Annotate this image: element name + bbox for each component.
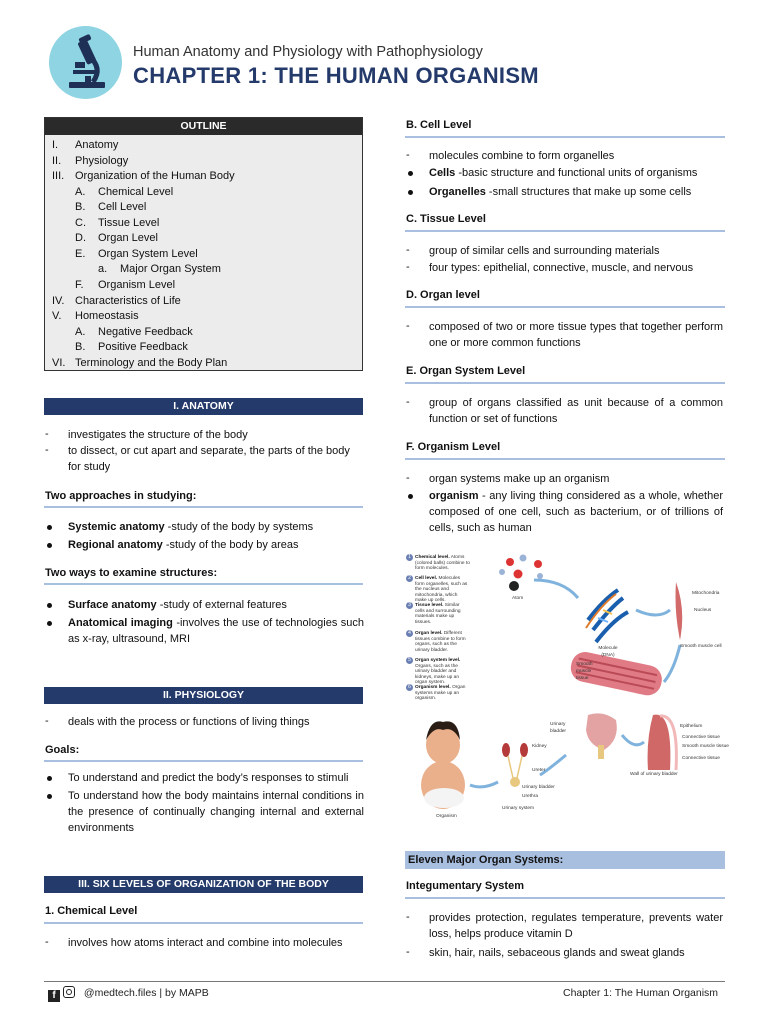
organ-systems-bar: Eleven Major Organ Systems: — [405, 851, 725, 869]
dash-marker: - — [45, 715, 49, 727]
caption-urinary-bladder-2: Urinary bladder — [522, 785, 555, 790]
dash-marker: - — [45, 936, 49, 948]
outline-item-number: V. — [52, 310, 62, 322]
tissue-level-line-2: four types: epithelial, connective, muscle, and nervous — [429, 262, 694, 274]
outline-item-number: B. — [75, 201, 86, 213]
dash-marker: - — [406, 396, 410, 408]
dash-marker: - — [406, 149, 410, 161]
caption-wall-of-bladder: Wall of urinary bladder — [630, 772, 678, 777]
outline-item-label: Anatomy — [75, 139, 119, 151]
dash-marker: - — [406, 320, 410, 332]
anatomy-line-1: investigates the structure of the body — [68, 429, 248, 441]
caption-smooth-muscle-cell: Smooth muscle cell — [680, 644, 722, 649]
organism-level-line: organ systems make up an organism — [429, 473, 610, 485]
caption-ureter: Ureter — [532, 768, 546, 773]
integumentary-heading: Integumentary System — [406, 880, 524, 892]
cells-item: Cells -basic structure and functional units of organisms — [429, 167, 698, 179]
caption-nucleus: Nucleus — [694, 608, 712, 613]
organism-item: organism - any living thing considered as a whole, whether composed of one cell, such as bacterium, or of trillions of cells, such as human — [429, 490, 724, 534]
cell-level-line: molecules combine to form organelles — [429, 150, 615, 162]
footer-chapter: Chapter 1: The Human Organism — [563, 987, 719, 999]
heading-underline — [44, 760, 363, 762]
heading-underline — [44, 922, 363, 924]
bullet — [47, 603, 52, 608]
organ-system-level-heading: E. Organ System Level — [406, 365, 526, 377]
outline-item-label: Organ System Level — [98, 247, 198, 260]
chemical-level-heading: 1. Chemical Level — [45, 905, 138, 917]
organelles-item: Organelles -small structures that make up some cells — [429, 186, 692, 198]
ways-heading: Two ways to examine structures: — [45, 567, 218, 579]
outline-item-label: Organism Level — [98, 279, 176, 291]
dash-marker: - — [406, 244, 410, 256]
step-description: Organism level. Organ systems make up an organism. — [415, 685, 466, 702]
heading-underline — [44, 583, 363, 585]
outline-item-label: Homeostasis — [75, 310, 139, 322]
outline-box — [44, 117, 363, 371]
footer-credit — [48, 986, 209, 1002]
outline-item-label: Organ Level — [98, 232, 158, 244]
organ-system-level-line: group of organs classified as unit because of a common function or set of functions — [429, 397, 723, 425]
heading-underline — [405, 136, 725, 138]
outline-item-number: D. — [75, 232, 86, 244]
caption-urinary-system: Urinary system — [502, 806, 534, 811]
document-subtitle: Human Anatomy and Physiology with Pathophysiology — [133, 44, 483, 60]
footer-divider — [44, 981, 725, 982]
organ-level-line: composed of two or more tissue types that together perform one or more common functions — [429, 321, 723, 349]
outline-item-label: Physiology — [75, 154, 129, 167]
outline-item-label: Major Organ System — [120, 263, 221, 275]
step-number-badge: 4 — [406, 630, 413, 637]
systemic-anatomy-item: Systemic anatomy -study of the body by systems — [68, 521, 314, 533]
outline-item-label: Chemical Level — [98, 185, 174, 198]
bullet — [408, 171, 413, 176]
dash-marker: - — [45, 428, 49, 440]
levels-section-bar: III. SIX LEVELS OF ORGANIZATION OF THE BODY — [44, 876, 363, 893]
step-number-badge: 6 — [406, 684, 413, 691]
outline-item-label: Characteristics of Life — [75, 294, 181, 307]
caption-kidney: Kidney — [532, 744, 547, 749]
bullet — [408, 494, 413, 499]
bullet — [47, 776, 52, 781]
tissue-level-heading: C. Tissue Level — [406, 213, 486, 225]
dash-marker: - — [406, 911, 410, 923]
step-description: Cell level. Molecules form organelles, such as the nucleus and mitochondria, which make up cells. — [415, 576, 468, 604]
outline-item-number: C. — [75, 216, 86, 229]
tissue-level-line-1: group of similar cells and surrounding materials — [429, 245, 660, 257]
anatomy-section-bar: I. ANATOMY — [44, 398, 363, 415]
chemical-level-line: involves how atoms interact and combine into molecules — [68, 937, 343, 949]
heading-underline — [405, 230, 725, 232]
outline-item-number: A. — [75, 185, 86, 198]
step-number-badge: 2 — [406, 575, 413, 582]
integumentary-line-1: provides protection, regulates temperature, prevents water loss, helps produce vitamin D — [429, 912, 723, 940]
outline-item-label: Organization of the Human Body — [75, 170, 235, 182]
outline-item-number: F. — [75, 279, 84, 291]
physiology-line: deals with the process or functions of living things — [68, 716, 310, 728]
heading-underline — [405, 458, 725, 460]
surface-anatomy-item: Surface anatomy -study of external features — [68, 599, 287, 611]
footer-handle: @medtech.files | by MAPB — [83, 987, 209, 999]
caption-mitochondria: Mitochondria — [692, 591, 720, 596]
outline-item-number: A. — [75, 325, 86, 338]
step-description: Tissue level. Similar cells and surrounding materials make up tissues. — [415, 603, 461, 625]
bullet — [47, 543, 52, 548]
caption-connective-tissue-2: Connective tissue — [682, 756, 720, 761]
organism-level-heading: F. Organism Level — [406, 441, 501, 453]
caption-molecule: Molecule (DNA) — [598, 646, 618, 658]
outline-item-number: IV. — [52, 294, 65, 307]
chapter-title: CHAPTER 1: THE HUMAN ORGANISM — [133, 63, 539, 88]
heading-underline — [405, 897, 725, 899]
step-number-badge: 1 — [406, 554, 413, 561]
bullet — [408, 190, 413, 195]
heading-underline — [405, 306, 725, 308]
outline-item-number: a. — [98, 263, 108, 275]
outline-item-label: Tissue Level — [98, 216, 160, 229]
approaches-heading: Two approaches in studying: — [45, 490, 197, 502]
outline-heading: OUTLINE — [45, 118, 362, 135]
caption-connective-tissue: Connective tissue — [682, 735, 720, 740]
outline-item-label: Positive Feedback — [98, 341, 188, 353]
step-description: Chemical level. Atoms (colored balls) combine to form molecules. — [415, 555, 470, 572]
outline-item-number: E. — [75, 247, 86, 260]
bullet — [47, 794, 52, 799]
outline-item-number: III. — [52, 170, 65, 182]
caption-epithelium: Epithelium — [680, 724, 703, 729]
microscope-logo — [49, 26, 122, 99]
outline-item-label: Terminology and the Body Plan — [75, 356, 228, 369]
goal-2: To understand how the body maintains internal conditions in the presence of continually changing internal and external environments — [68, 790, 364, 834]
outline-item-number: I. — [52, 139, 59, 151]
microscope-icon — [49, 26, 122, 99]
facebook-icon[interactable]: f — [48, 990, 60, 1002]
dash-marker: - — [406, 472, 410, 484]
outline-item-number: VI. — [52, 356, 66, 369]
outline-item-number: II. — [52, 154, 62, 167]
step-description: Organ system level. Organs, such as the urinary bladder and kidneys, make up an organ system. — [415, 658, 461, 686]
heading-underline — [405, 382, 725, 384]
caption-urethra: Urethra — [522, 794, 538, 799]
caption-atom: Atom — [512, 596, 524, 601]
levels-of-organization-figure — [398, 550, 731, 825]
goal-1: To understand and predict the body’s responses to stimuli — [68, 772, 349, 784]
cell-level-heading: B. Cell Level — [406, 119, 472, 131]
outline-item-label: Cell Level — [98, 201, 147, 213]
heading-underline — [44, 506, 363, 508]
step-description: Organ level. Different tissues combine to form organs, such as the urinary bladder. — [415, 631, 466, 653]
bullet — [47, 525, 52, 530]
anatomical-imaging-item: Anatomical imaging -involves the use of technologies such as x-ray, ultrasound, MRI — [68, 617, 364, 645]
instagram-icon[interactable] — [63, 986, 75, 998]
bullet — [47, 621, 52, 626]
dash-marker: - — [406, 946, 410, 958]
dash-marker: - — [45, 444, 49, 456]
outline-item-label: Negative Feedback — [98, 325, 193, 338]
goals-heading: Goals: — [45, 744, 80, 756]
anatomy-line-2: to dissect, or cut apart and separate, the parts of the body for study — [68, 445, 350, 473]
caption-smooth-muscle-tissue: Smooth muscle tissue — [576, 662, 593, 681]
physiology-section-bar: II. PHYSIOLOGY — [44, 687, 363, 704]
caption-urinary-bladder: Urinary bladder — [550, 722, 567, 734]
dash-marker: - — [406, 261, 410, 273]
regional-anatomy-item: Regional anatomy -study of the body by areas — [68, 539, 299, 551]
caption-smooth-muscle-tissue-2: Smooth muscle tissue — [682, 744, 729, 749]
caption-organism: Organism — [436, 814, 457, 819]
integumentary-line-2: skin, hair, nails, sebaceous glands and sweat glands — [429, 947, 685, 959]
step-number-badge: 5 — [406, 657, 413, 664]
outline-item-number: B. — [75, 341, 86, 353]
organ-level-heading: D. Organ level — [406, 289, 480, 301]
step-number-badge: 3 — [406, 602, 413, 609]
